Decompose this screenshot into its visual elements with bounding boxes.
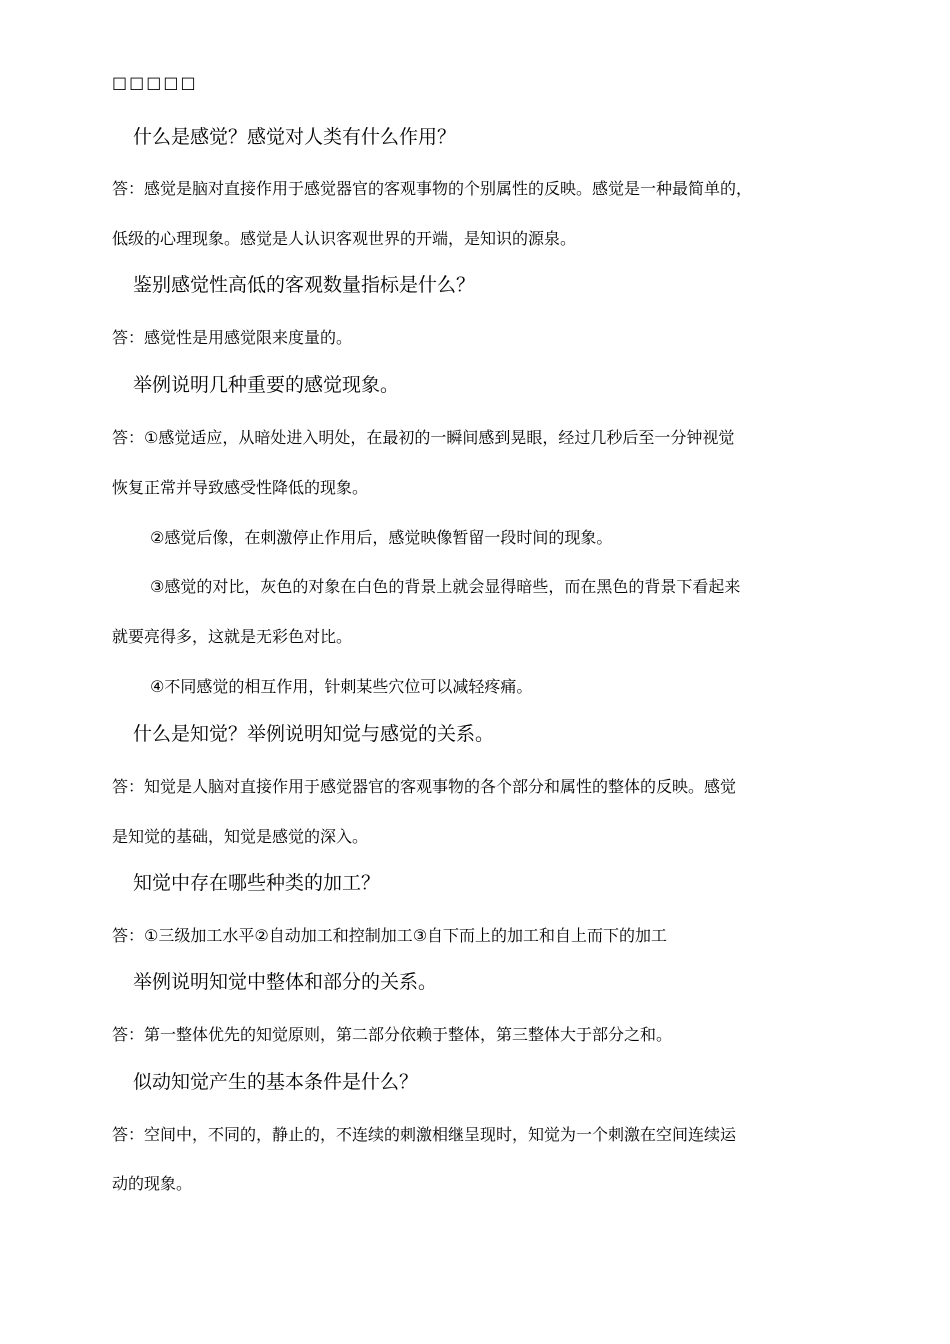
answer-3-line-5: 就要亮得多，这就是无彩色对比。 bbox=[112, 627, 353, 646]
answer-3-line-1: 答：①感觉适应，从暗处进入明处，在最初的一瞬间感到晃眼，经过几秒后至一分钟视觉 bbox=[112, 428, 735, 447]
answer-1-line-1: 答：感觉是脑对直接作用于感觉器官的客观事物的个别属性的反映。感觉是一种最简单的， bbox=[112, 179, 753, 198]
answer-4-line-1: 答：知觉是人脑对直接作用于感觉器官的客观事物的各个部分和属性的整体的反映。感觉 bbox=[112, 777, 737, 796]
question-1: 什么是感觉？感觉对人类有什么作用？ bbox=[133, 126, 457, 148]
question-7: 似动知觉产生的基本条件是什么？ bbox=[133, 1071, 419, 1093]
answer-1-line-2: 低级的心理现象。感觉是人认识客观世界的开端，是知识的源泉。 bbox=[112, 229, 577, 248]
question-6: 举例说明知觉中整体和部分的关系。 bbox=[133, 971, 438, 993]
answer-6-line-1: 答：第一整体优先的知觉原则，第二部分依赖于整体，第三整体大于部分之和。 bbox=[112, 1025, 673, 1044]
question-5: 知觉中存在哪些种类的加工？ bbox=[133, 872, 381, 894]
question-2: 鉴别感觉性高低的客观数量指标是什么？ bbox=[133, 274, 476, 296]
question-3: 举例说明几种重要的感觉现象。 bbox=[133, 374, 400, 396]
answer-7-line-1: 答：空间中，不同的，静止的，不连续的刺激相继呈现时，知觉为一个刺激在空间连续运 bbox=[112, 1125, 737, 1144]
answer-3-line-6: ④不同感觉的相互作用，针刺某些穴位可以减轻疼痛。 bbox=[150, 677, 533, 696]
answer-2-line-1: 答：感觉性是用感觉限来度量的。 bbox=[112, 328, 353, 347]
answer-7-line-2: 动的现象。 bbox=[112, 1174, 193, 1193]
answer-3-line-3: ②感觉后像，在刺激停止作用后，感觉映像暂留一段时间的现象。 bbox=[150, 528, 613, 547]
header-placeholder-glyphs: □□□□□ bbox=[112, 73, 198, 92]
answer-5-line-1: 答：①三级加工水平②自动加工和控制加工③自下而上的加工和自上而下的加工 bbox=[112, 926, 668, 945]
answer-3-line-4: ③感觉的对比，灰色的对象在白色的背景上就会显得暗些，而在黑色的背景下看起来 bbox=[150, 577, 741, 596]
question-4: 什么是知觉？举例说明知觉与感觉的关系。 bbox=[133, 723, 495, 745]
answer-4-line-2: 是知觉的基础，知觉是感觉的深入。 bbox=[112, 827, 369, 846]
answer-3-line-2: 恢复正常并导致感受性降低的现象。 bbox=[112, 478, 369, 497]
